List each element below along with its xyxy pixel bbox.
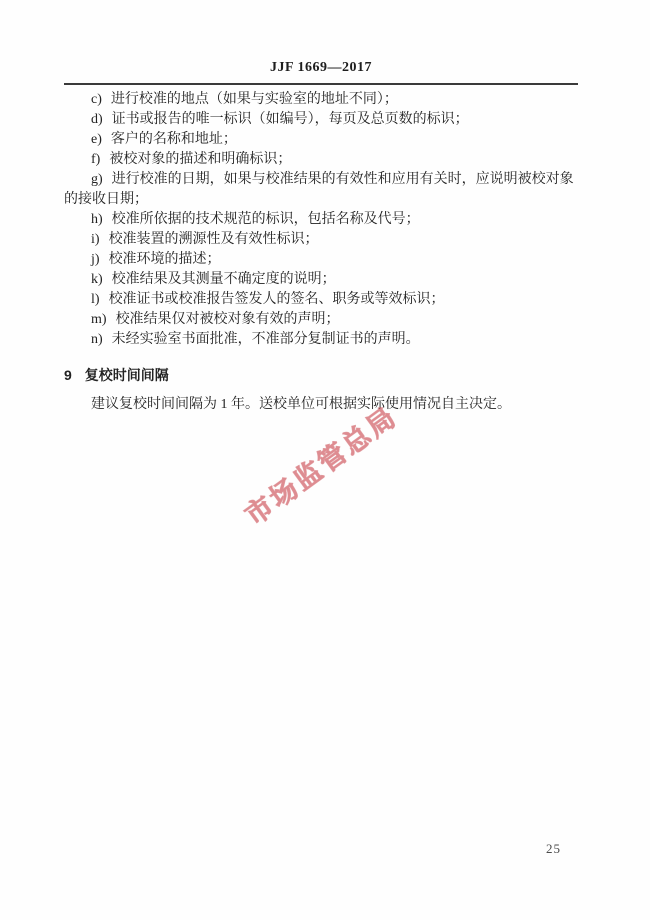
watermark-text: 市场监管总局 [239,400,404,532]
list-item [64,290,580,310]
list-item [64,170,580,210]
list-item-label: h) [91,212,103,227]
list-item-label: f) [91,152,101,167]
section-paragraph: 建议复校时间间隔为 1 年。送校单位可根据实际使用情况自主决定。 [91,397,511,412]
list-item-text: 进行校准的日期，如果与校准结果的有效性和应用有关时，应说明被校对象的接收日期； [64,172,574,207]
list-item [64,230,580,250]
list-item-text: 校准装置的溯源性及有效性标识； [108,232,319,247]
list-item-text: 校准所依据的技术规范的标识，包括名称及代号； [111,212,420,227]
list-item-label: c) [91,92,102,107]
list-item-text: 校准结果仅对被校对象有效的声明； [115,312,340,327]
list-item-text: 校准结果及其测量不确定度的说明； [111,272,336,287]
list-item-text: 被校对象的描述和明确标识； [109,152,292,167]
section-title: 复校时间间隔 [84,367,169,383]
document-header: JJF 1669—2017 [269,60,373,75]
list-item-text: 证书或报告的唯一标识（如编号），每页及总页数的标识； [111,112,469,127]
list-item [64,150,580,170]
list-item-label: d) [91,112,103,127]
list-item [64,130,580,150]
page-number: 25 [546,841,561,856]
list-item [64,210,580,230]
list-item-label: g) [91,172,103,187]
list-item-label: l) [91,292,100,307]
list-item-label: i) [91,232,100,247]
list-item-label: e) [91,132,102,147]
list-item-label: m) [91,312,107,327]
header-rule [64,83,578,85]
page-content [64,90,580,415]
list-item [64,330,580,350]
list-item [64,270,580,290]
list-item-text: 进行校准的地点（如果与实验室的地址不同）； [110,92,398,107]
list-item-text: 未经实验室书面批准，不准部分复制证书的声明。 [111,332,420,347]
list-item [64,310,580,330]
list-item [64,90,580,110]
list-item-label: n) [91,332,103,347]
list-item-label: j) [91,252,100,267]
list-item-text: 校准环境的描述； [108,252,221,267]
list-item-text: 客户的名称和地址； [110,132,237,147]
section-heading [64,365,580,385]
list-item [64,250,580,270]
list-item [64,110,580,130]
list-item-label: k) [91,272,103,287]
section-number: 9 [64,367,72,383]
list-item-text: 校准证书或校准报告签发人的签名、职务或等效标识； [108,292,445,307]
